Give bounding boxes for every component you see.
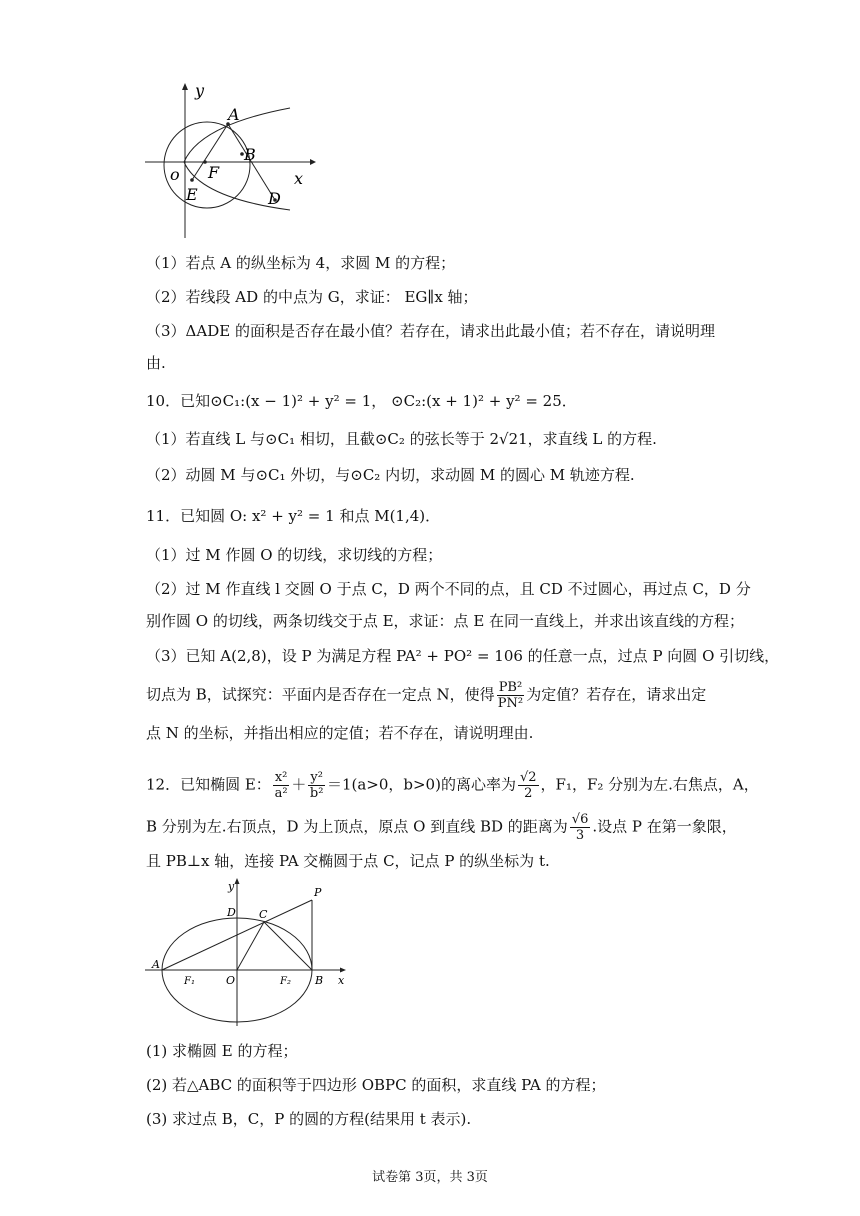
p12-frac-y bbox=[308, 770, 325, 801]
p12-sub2: (2) 若△ABC 的面积等于四边形 OBPC 的面积，求直线 PA 的方程； bbox=[146, 1076, 606, 1094]
p12-plus: ＋ bbox=[291, 775, 307, 794]
p12-stem-line2 bbox=[146, 812, 737, 843]
fig2-label-x: x bbox=[338, 974, 345, 987]
p12-frac-y-num: y² bbox=[310, 770, 323, 785]
p12-stem-line1 bbox=[146, 770, 759, 801]
fig1-label-a: A bbox=[228, 105, 240, 124]
p11-sub2-line2: 别作圆 O 的切线，两条切线交于点 E，求证：点 E 在同一直线上，并求出该直线的方程； bbox=[146, 612, 745, 630]
fig1-label-f: F bbox=[208, 163, 220, 182]
p12-sub1: (1) 求椭圆 E 的方程； bbox=[146, 1042, 298, 1060]
p12-frac-x-den: a² bbox=[274, 786, 288, 801]
p11-sub2-line1: （2）过 M 作直线 l 交圆 O 于点 C，D 两个不同的点，且 CD 不过圆心，再过点 C，D 分 bbox=[146, 580, 751, 598]
p11-fraction-den: PN² bbox=[497, 696, 524, 711]
page-footer: 试卷第 3页，共 3页 bbox=[372, 1170, 488, 1185]
fig2-label-p: P bbox=[314, 886, 322, 899]
p12-frac-x-num: x² bbox=[274, 770, 288, 785]
p11-sub3-line2-post: 为定值？若存在，请求出定 bbox=[526, 685, 707, 704]
fig2-label-b: B bbox=[315, 974, 324, 987]
p12-line2-post: .设点 P 在第一象限， bbox=[592, 817, 737, 836]
p12-line2-pre: B 分别为左.右顶点，D 为上顶点，原点 O 到直线 BD 的距离为 bbox=[146, 817, 568, 836]
p11-sub3-line3: 点 N 的坐标，并指出相应的定值；若不存在，请说明理由. bbox=[146, 724, 534, 742]
p10-sub1: （1）若直线 L 与⊙C₁ 相切，且截⊙C₂ 的弦长等于 2√21，求直线 L 的方程. bbox=[146, 430, 657, 448]
p12-stem-pre: 12．已知椭圆 E： bbox=[146, 775, 271, 794]
p11-sub3-line2-pre: 切点为 B，试探究：平面内是否存在一定点 N，使得 bbox=[146, 685, 495, 704]
p10-stem: 10．已知⊙C₁:(x − 1)² + y² = 1， ⊙C₂:(x + 1)² + y² = 25． bbox=[146, 392, 577, 410]
figure-ellipse bbox=[140, 876, 355, 1031]
fig2-label-c: C bbox=[259, 908, 268, 921]
p12-sub3: (3) 求过点 B，C，P 的圆的方程(结果用 t 表示). bbox=[146, 1110, 472, 1128]
p11-stem: 11．已知圆 O: x² + y² = 1 和点 M(1,4)． bbox=[146, 507, 441, 525]
p11-sub3-line1: （3）已知 A(2,8)，设 P 为满足方程 PA² + PO² = 106 的任意一点，过点 P 向圆 O 引切线， bbox=[146, 647, 780, 665]
p12-frac-y-den: b² bbox=[309, 786, 324, 801]
fig2-label-f2: F₂ bbox=[280, 976, 291, 987]
p11-sub3-line2 bbox=[146, 680, 706, 711]
fig2-label-f1: F₁ bbox=[184, 976, 195, 987]
p11-fraction bbox=[497, 680, 525, 711]
p12-frac-x bbox=[273, 770, 290, 801]
p11-sub1: （1）过 M 作圆 O 的切线，求切线的方程； bbox=[146, 546, 443, 564]
p12-stem-post: ，F₁，F₂ 分别为左.右焦点，A， bbox=[540, 775, 759, 794]
fig1-label-b: B bbox=[244, 145, 256, 164]
p12-frac-e bbox=[518, 770, 539, 801]
p9-sub1: （1）若点 A 的纵坐标为 4，求圆 M 的方程； bbox=[146, 254, 456, 272]
p12-frac-e-den: 2 bbox=[524, 786, 533, 801]
p9-sub2: （2）若线段 AD 的中点为 G，求证： EG∥x 轴； bbox=[146, 288, 478, 306]
fig1-label-e: E bbox=[186, 185, 198, 204]
figure-circle-parabola bbox=[140, 80, 320, 245]
p12-frac-d bbox=[570, 812, 591, 843]
fig2-label-o: O bbox=[226, 974, 236, 987]
fig1-label-d: D bbox=[268, 189, 281, 208]
fig1-label-o: o bbox=[170, 165, 180, 184]
p12-frac-e-num: √2 bbox=[519, 770, 537, 785]
fig2-label-a: A bbox=[152, 958, 160, 971]
p10-sub2: （2）动圆 M 与⊙C₁ 外切，与⊙C₂ 内切，求动圆 M 的圆心 M 轨迹方程. bbox=[146, 466, 635, 484]
fig2-label-d: D bbox=[227, 906, 236, 919]
p12-frac-d-num: √6 bbox=[571, 812, 589, 827]
fig2-label-y: y bbox=[228, 880, 235, 893]
p12-stem-mid: ＝1(a>0，b>0)的离心率为 bbox=[326, 775, 516, 794]
fig1-label-y: y bbox=[195, 81, 205, 100]
fig1-label-x: x bbox=[294, 169, 304, 188]
p12-stem-line3: 且 PB⊥x 轴，连接 PA 交椭圆于点 C，记点 P 的纵坐标为 t. bbox=[146, 852, 550, 870]
p12-frac-d-den: 3 bbox=[575, 828, 585, 843]
p9-sub3-line2: 由. bbox=[146, 354, 166, 372]
p11-fraction-num: PB² bbox=[498, 680, 523, 695]
p9-sub3-line1: （3）ΔADE 的面积是否存在最小值？若存在，请求出此最小值；若不存在，请说明理 bbox=[146, 322, 715, 340]
